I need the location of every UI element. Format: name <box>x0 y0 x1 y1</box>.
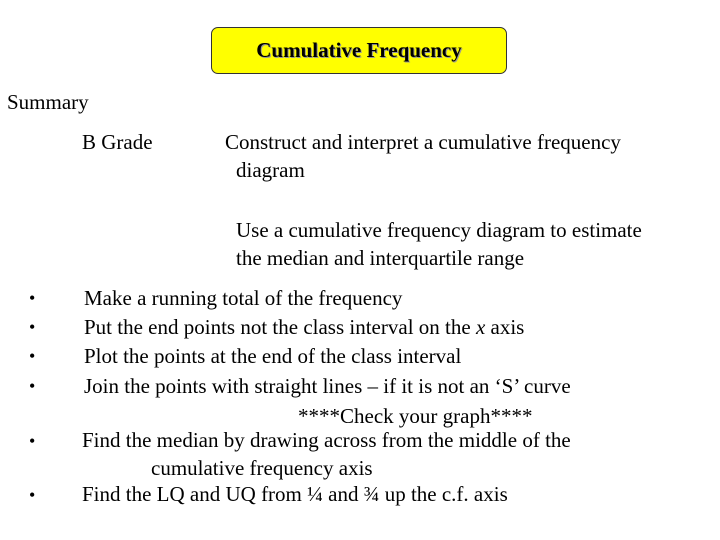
check-graph-note: ****Check your graph**** <box>298 404 533 428</box>
bullet-icon: • <box>29 288 36 308</box>
objective-2-line-1: Use a cumulative frequency diagram to estimate <box>236 218 642 242</box>
bullet-icon: • <box>29 485 36 505</box>
bullet-text: Join the points with straight lines – if it is not an ‘S’ curve <box>84 374 571 398</box>
objective-2-line-2: the median and interquartile range <box>236 246 525 270</box>
bullet-text: Find the LQ and UQ from ¼ and ¾ up the c.f. axis <box>82 482 508 506</box>
grade-label: B Grade <box>82 130 153 154</box>
bullet-text <box>84 317 524 338</box>
bullet-text-part: Put the end points not the class interval on the <box>84 315 476 339</box>
bullet-text-continued: cumulative frequency axis <box>151 456 373 480</box>
bullet-icon: • <box>29 317 36 337</box>
x-italic: x <box>475 315 486 339</box>
bullet-text: Find the median by drawing across from the middle of the <box>82 428 571 452</box>
bullet-text-part: axis <box>485 315 525 339</box>
objective-1-line-1: Construct and interpret a cumulative frequency <box>225 130 621 154</box>
summary-heading: Summary <box>7 90 89 114</box>
slide-title: Cumulative Frequency <box>256 38 462 62</box>
bullet-text: Plot the points at the end of the class interval <box>84 344 462 368</box>
bullet-icon: • <box>29 376 36 396</box>
bullet-text: Make a running total of the frequency <box>84 286 403 310</box>
bullet-icon: • <box>29 346 36 366</box>
title-box <box>211 27 507 74</box>
objective-1-line-2: diagram <box>236 158 305 182</box>
bullet-icon: • <box>29 431 36 451</box>
